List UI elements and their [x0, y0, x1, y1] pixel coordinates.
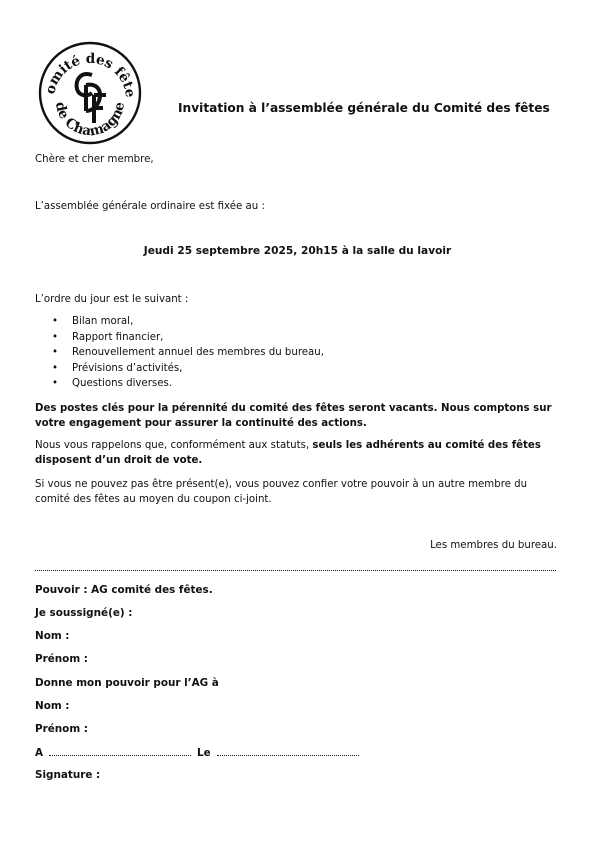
cut-line — [35, 570, 556, 571]
place-field[interactable] — [49, 746, 191, 756]
place-date-row — [35, 746, 365, 759]
greeting: Chère et cher membre, — [35, 154, 154, 165]
agenda-item: • Prévisions d’activités, — [52, 361, 324, 377]
logo-monogram — [77, 74, 106, 123]
firstname-label: Prénom : — [35, 653, 88, 665]
meeting-date: Jeudi 25 septembre 2025, 20h15 à la salle du lavoir — [143, 245, 452, 257]
agenda-item: • Rapport financier, — [52, 330, 324, 346]
agenda-item: • Bilan moral, — [52, 314, 324, 330]
name-label: Nom : — [35, 630, 70, 642]
agenda-item: • Renouvellement annuel des membres du bureau, — [52, 345, 324, 361]
voting-paragraph — [35, 438, 563, 468]
date-label: Le — [197, 747, 211, 759]
proxy-paragraph: Si vous ne pouvez pas être présent(e), vous pouvez confier votre pouvoir à un autre membre du comité des fêtes au moyen du coupon ci-joint. — [35, 479, 528, 505]
coupon-heading: Pouvoir : AG comité des fêtes. — [35, 584, 213, 596]
agenda-item: • Questions diverses. — [52, 376, 324, 392]
agenda-intro: L’ordre du jour est le suivant : — [35, 294, 189, 305]
proxy-name-label: Nom : — [35, 700, 70, 712]
place-label: A — [35, 747, 44, 759]
vacancy-paragraph: Des postes clés pour la pérennité du comité des fêtes seront vacants. Nous comptons sur votre engagement pour assurer la continuité des actions. — [35, 403, 552, 429]
logo-top-text: omité des fête — [42, 50, 139, 99]
page-title: Invitation à l’assemblée générale du Comité des fêtes — [178, 101, 550, 115]
voting-paragraph-bold: seuls les adhérents au comité des fêtes disposent d’un droit de vote. — [35, 440, 541, 466]
voting-paragraph-normal: Nous vous rappelons que, conformément aux statuts, — [35, 440, 313, 451]
logo-bottom-text: de Chamagne — [51, 100, 129, 140]
proxy-label: Donne mon pouvoir pour l’AG à — [35, 677, 219, 689]
intro-text: L’assemblée générale ordinaire est fixée au : — [35, 201, 265, 212]
agenda-list — [52, 314, 324, 392]
proxy-firstname-label: Prénom : — [35, 723, 88, 735]
signoff: Les membres du bureau. — [430, 540, 557, 551]
signature-label: Signature : — [35, 769, 101, 781]
committee-logo — [34, 37, 144, 147]
date-field[interactable] — [217, 746, 359, 756]
undersigned-label: Je soussigné(e) : — [35, 607, 133, 619]
svg-text:de Chamagne — [52, 101, 128, 140]
